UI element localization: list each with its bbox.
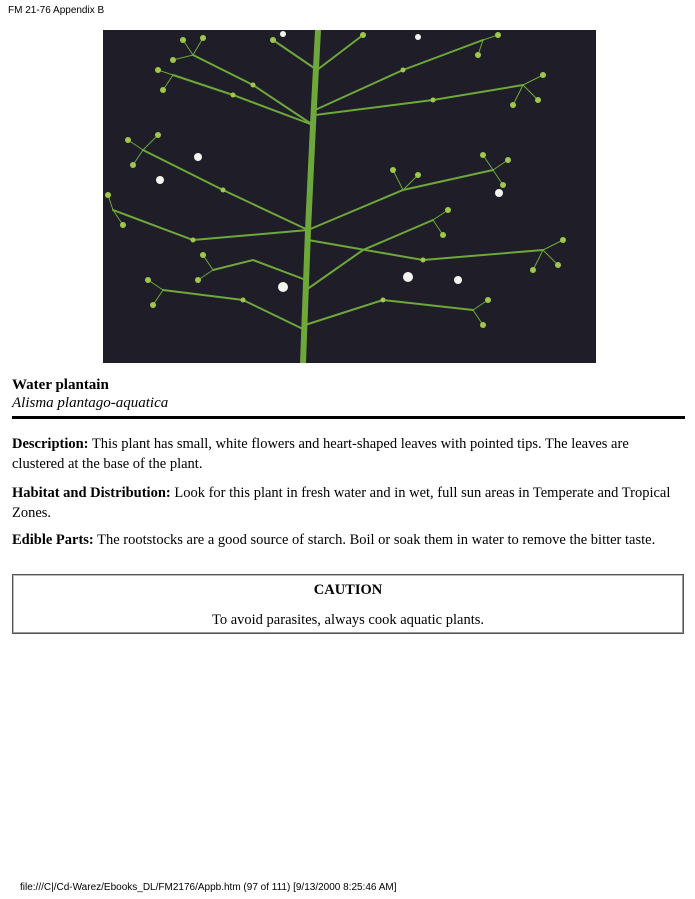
habitat-label: Habitat and Distribution: (12, 485, 171, 501)
edible-parts-text: The rootstocks are a good source of starch. Boil or soak them in water to remove the bitter taste. (93, 532, 656, 548)
divider (12, 416, 685, 419)
habitat-paragraph (12, 483, 684, 523)
common-name: Water plantain (12, 377, 109, 393)
caution-box (12, 574, 684, 634)
edible-parts-label: Edible Parts: (12, 532, 94, 548)
description-text: This plant has small, white flowers and heart-shaped leaves with pointed tips. The leaves are clustered at the base of the plant. (12, 436, 629, 472)
description-label: Description: (12, 436, 89, 452)
plant-title-block (12, 376, 168, 413)
habitat-text: Look for this plant in fresh water and in wet, full sun areas in Temperate and Tropical Zones. (12, 485, 671, 521)
plant-photo (103, 30, 596, 363)
page-footer: file:///C|/Cd-Warez/Ebooks_DL/FM2176/Appb.htm (97 of 111) [9/13/2000 8:25:46 AM] (20, 882, 397, 893)
edible-parts-paragraph (12, 530, 684, 550)
caution-text: To avoid parasites, always cook aquatic plants. (212, 612, 484, 628)
scientific-name: Alisma plantago-aquatica (12, 395, 169, 411)
caution-title: CAUTION (313, 582, 383, 598)
description-paragraph (12, 434, 684, 474)
page-header: FM 21-76 Appendix B (8, 5, 105, 16)
